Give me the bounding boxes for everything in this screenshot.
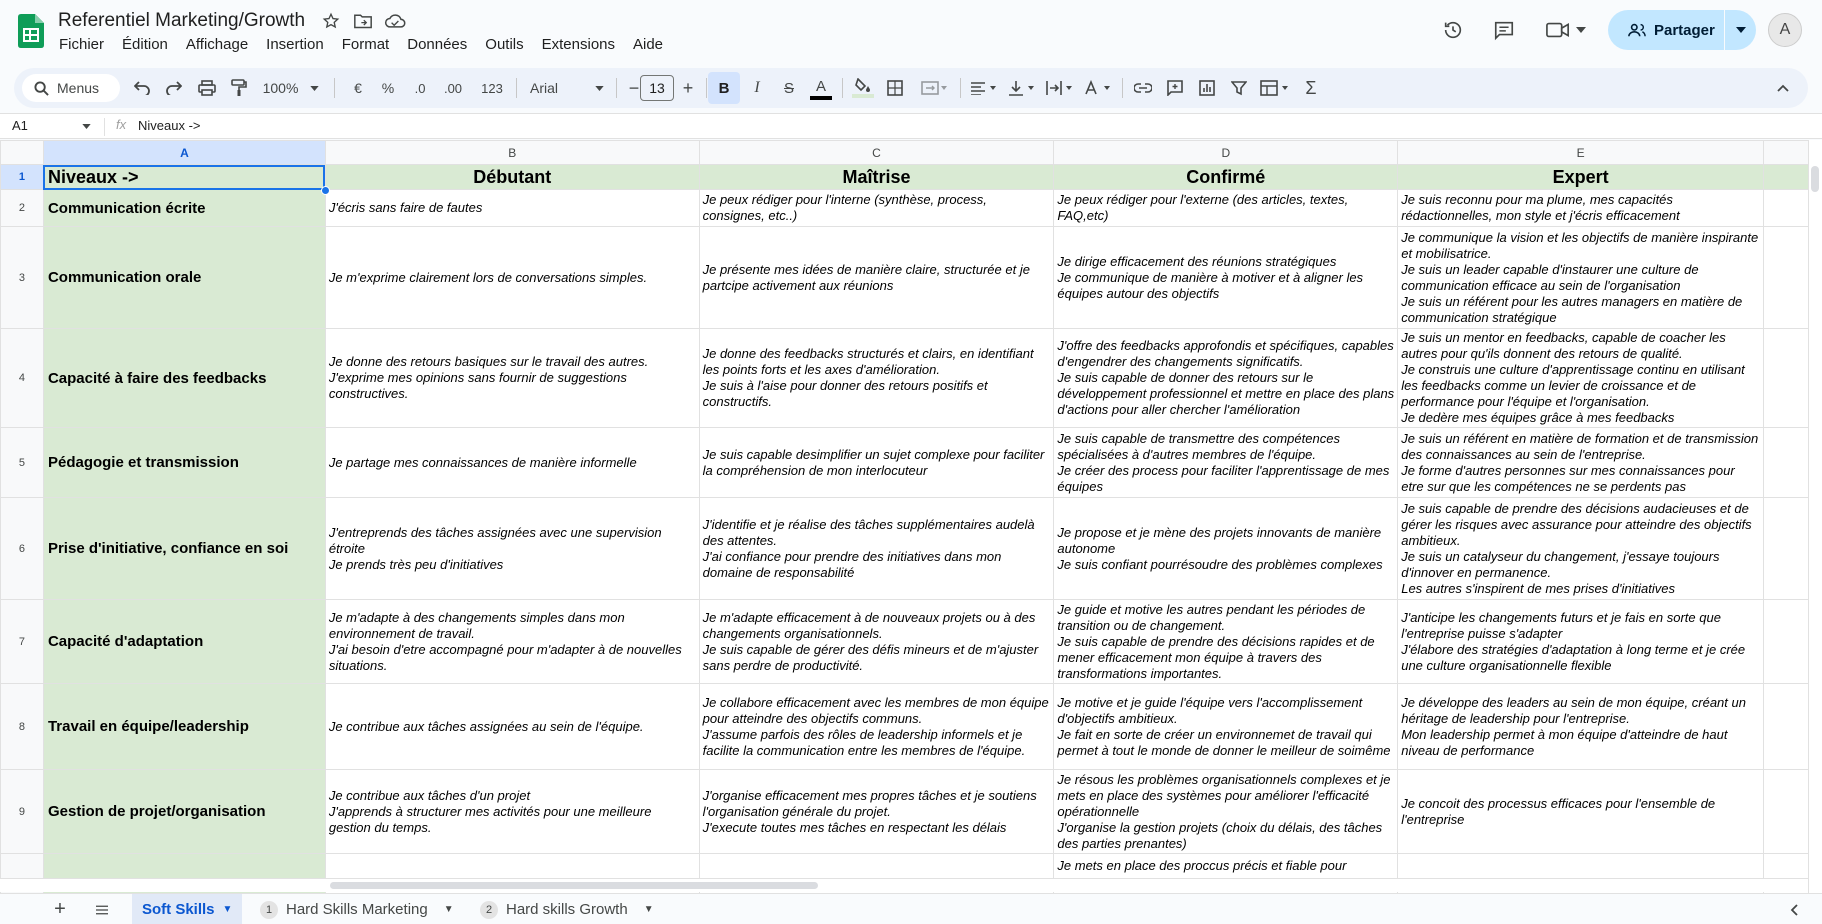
zoom-select[interactable]: [260, 68, 322, 108]
share-label: Partager: [1654, 21, 1715, 39]
table-cell[interactable]: J'identifie et je réalise des tâches supplémentaires audelà des attentes. J'ai confiance pour prendre des initiatives dans mon domaine de responsabilité: [699, 498, 1054, 600]
decrease-decimal-button[interactable]: .0: [414, 80, 426, 96]
fx-icon: fx: [116, 117, 127, 132]
all-sheets-icon[interactable]: [86, 894, 118, 924]
chevron-down-icon[interactable]: ▼: [443, 904, 454, 915]
filter-views-icon[interactable]: [1256, 68, 1294, 108]
table-cell[interactable]: Je motive et je guide l'équipe vers l'accomplissement d'objectifs ambitieux. Je fait en sorte de créer un environnemet de travail qui permet à tout le monde de donner le meilleur de soimême: [1054, 684, 1398, 770]
table-cell[interactable]: Je suis capable desimplifier un sujet complexe pour faciliter la compréhension de mon interlocuteur: [699, 428, 1054, 498]
menu-bar: [58, 36, 680, 56]
level-debutant[interactable]: Débutant: [325, 165, 699, 190]
menu-donnees[interactable]: Données: [407, 36, 468, 53]
explore-collapse-icon[interactable]: [1778, 894, 1810, 924]
table-cell[interactable]: Je suis un mentor en feedbacks, capable de coacher les autres pour qu'ils donnent des retours de qualité. Je construis une culture d'apprentissage continu en utilisant les feedbacks comme un levier de croissance et de performance pour l'équipe et l'organisation. Je dedère mes équipes grâce à mes feedbacks: [1398, 329, 1764, 428]
text-wrapping-icon[interactable]: [1042, 68, 1078, 108]
cells-table: [0, 140, 1822, 894]
row-header-8[interactable]: 8: [1, 684, 44, 770]
text-rotation-icon[interactable]: [1080, 68, 1116, 108]
chevron-down-icon[interactable]: [82, 124, 91, 129]
add-sheet-icon[interactable]: +: [54, 898, 66, 920]
chevron-down-icon[interactable]: ▼: [643, 904, 654, 915]
undo-icon[interactable]: [128, 68, 156, 108]
level-confirme[interactable]: Confirmé: [1054, 165, 1398, 190]
sheet-tab-label: Hard skills Growth: [506, 901, 628, 918]
table-cell[interactable]: Je m'exprime clairement lors de conversations simples.: [325, 227, 699, 329]
chevron-down-icon: [595, 86, 604, 91]
skill-cell[interactable]: Capacité d'adaptation: [43, 600, 325, 684]
toolbar-divider: [842, 78, 843, 98]
insert-comment-icon[interactable]: [1160, 68, 1190, 108]
meet-video-icon[interactable]: [1540, 14, 1592, 46]
sheet-tab-hard-skills-marketing[interactable]: [250, 894, 464, 924]
insert-chart-icon[interactable]: [1192, 68, 1222, 108]
row-header-4[interactable]: 4: [1, 329, 44, 428]
sheet-tab-badge: 1: [260, 901, 278, 919]
share-main[interactable]: [1608, 10, 1724, 50]
cloud-saved-icon[interactable]: [384, 10, 406, 32]
comments-icon[interactable]: [1486, 14, 1522, 46]
formula-input[interactable]: Niveaux ->: [138, 118, 201, 133]
share-button[interactable]: [1608, 10, 1756, 50]
row-header-2[interactable]: 2: [1, 190, 44, 227]
table-cell[interactable]: Je suis capable de transmettre des compétences spécialisées à d'autres membres de l'équipe. Je créer des process pour faciliter l'apprentissage de mes équipes: [1054, 428, 1398, 498]
search-icon: [34, 81, 49, 96]
menu-insertion[interactable]: Insertion: [266, 36, 324, 53]
horizontal-scrollbar[interactable]: [0, 878, 1808, 892]
skill-cell[interactable]: Prise d'initiative, confiance en soi: [43, 498, 325, 600]
chevron-down-icon: [310, 86, 319, 91]
table-cell[interactable]: Je contribue aux tâches assignées au sein de l'équipe.: [325, 684, 699, 770]
toolbar-divider: [616, 78, 617, 98]
people-icon: [1628, 22, 1646, 38]
skill-cell[interactable]: Communication écrite: [43, 190, 325, 227]
formula-bar: [0, 113, 1822, 139]
table-cell[interactable]: Je suis un référent en matière de formation et de transmission des connaissances au sein de l'entreprise. Je forme d'autres personnes sur mes connaissances pour etre sur que les compétences ne se perdents pas: [1398, 428, 1764, 498]
table-cell[interactable]: Je donne des retours basiques sur le travail des autres. J'exprime mes opinions sans fournir de suggestions constructives.: [325, 329, 699, 428]
row-header-5[interactable]: 5: [1, 428, 44, 498]
filter-icon[interactable]: [1224, 68, 1254, 108]
skill-cell[interactable]: Gestion de projet/organisation: [43, 770, 325, 854]
strikethrough-button[interactable]: S: [783, 79, 794, 97]
table-cell[interactable]: Je développe des leaders au sein de mon équipe, créant un héritage de leadership pour l'entreprise. Mon leadership permet à mon équipe d'atteindre de haut niveau de performance: [1398, 684, 1764, 770]
sheet-tab-hard-skills-growth[interactable]: [470, 894, 664, 924]
skill-cell[interactable]: Travail en équipe/leadership: [43, 684, 325, 770]
sheet-tab-label: Soft Skills: [142, 901, 215, 918]
vertical-scrollbar[interactable]: [1808, 140, 1822, 894]
history-icon[interactable]: [1435, 14, 1471, 46]
italic-button[interactable]: I: [754, 79, 760, 96]
skill-cell[interactable]: Communication orale: [43, 227, 325, 329]
print-icon[interactable]: [192, 68, 222, 108]
share-dropdown-icon[interactable]: [1725, 10, 1756, 50]
horizontal-scroll-thumb[interactable]: [330, 882, 818, 889]
row-header-9[interactable]: 9: [1, 770, 44, 854]
decrease-font-size-icon[interactable]: −: [628, 77, 640, 98]
horizontal-align-icon[interactable]: [966, 68, 1002, 108]
fill-color-icon[interactable]: [848, 68, 878, 108]
zoom-value: 100%: [262, 80, 299, 96]
column-header-e[interactable]: E: [1398, 141, 1764, 165]
font-family-select[interactable]: [518, 68, 610, 108]
collapse-toolbar-icon[interactable]: [1768, 68, 1798, 108]
text-color-swatch: [810, 96, 832, 100]
table-cell[interactable]: Je résous les problèmes organisationnels complexes et je mets en place des systèmes pour améliorer l'efficacité opérationnelle J'organise la gestion projets (choix du délais, des tâches des parties prenantes): [1054, 770, 1398, 854]
table-cell[interactable]: Je m'adapte à des changements simples dans mon environnement de travail. J'ai besoin d'etre accompagné pour m'adapter à de nouvelles situations.: [325, 600, 699, 684]
increase-font-size-icon[interactable]: +: [682, 77, 694, 98]
table-cell[interactable]: Je suis reconnu pour ma plume, mes capacités rédactionnelles, mon style et j'écris efficacement: [1398, 190, 1764, 227]
document-title[interactable]: Referentiel Marketing/Growth: [58, 10, 306, 31]
fill-color-swatch: [852, 94, 874, 98]
row-header-1[interactable]: 1: [1, 165, 44, 190]
move-folder-icon[interactable]: [352, 10, 374, 32]
table-cell[interactable]: Je suis capable de prendre des décisions audacieuses et de gérer les risques avec assurance pour atteindre des objectifs ambitieux. Je suis un catalyseur du changement, j'essaye toujours d'innover en permanence. Les autres s'inspirent de mes prises d'initiatives: [1398, 498, 1764, 600]
toolbar: [14, 68, 1808, 108]
menu-format[interactable]: Format: [341, 36, 390, 53]
text-color-glyph: A: [815, 77, 826, 95]
menu-extensions[interactable]: Extensions: [541, 36, 615, 53]
select-all-corner[interactable]: [1, 141, 44, 165]
column-header-c[interactable]: C: [699, 141, 1054, 165]
toolbar-divider: [960, 78, 961, 98]
star-icon[interactable]: [320, 10, 342, 32]
table-cell[interactable]: J'offre des feedbacks approfondis et spécifiques, capables d'engendrer des changements significatifs. Je suis capable de donner des retours sur le développement professionnel et mettre en place des plans d'actions pour aller chercher l'amélioration: [1054, 329, 1398, 428]
table-cell[interactable]: Je contribue aux tâches d'un projet J'apprends à structurer mes activités pour une meilleure gestion du temps.: [325, 770, 699, 854]
table-cell[interactable]: J'entreprends des tâches assignées avec une supervision étroite Je prends très peu d'initiatives: [325, 498, 699, 600]
toolbar-divider: [706, 78, 707, 98]
more-formats-button[interactable]: 123: [481, 80, 503, 96]
redo-icon[interactable]: [160, 68, 188, 108]
search-menus-button[interactable]: [22, 74, 120, 102]
borders-icon[interactable]: [880, 68, 910, 108]
sheet-tab-badge: 2: [480, 901, 498, 919]
chevron-down-icon[interactable]: ▼: [222, 904, 233, 915]
sheets-logo-icon[interactable]: [18, 14, 44, 48]
font-size-input[interactable]: 13: [640, 75, 674, 101]
table-cell[interactable]: Je peux rédiger pour l'externe (des articles, textes, FAQ,etc): [1054, 190, 1398, 227]
table-cell[interactable]: Je dirige efficacement des réunions stratégiques Je communique de manière à motiver et à aligner les équipes autour des objectifs: [1054, 227, 1398, 329]
vertical-scroll-thumb[interactable]: [1811, 166, 1819, 192]
search-menus-label: Menus: [57, 80, 100, 96]
table-cell[interactable]: Je partage mes connaissances de manière informelle: [325, 428, 699, 498]
table-cell[interactable]: Je collabore efficacement avec les membres de mon équipe pour atteindre des objectifs communs. J'assume parfois des rôles de leadership informels et je facilite la communication entre les membres de l'équipe.: [699, 684, 1054, 770]
table-cell[interactable]: Je concoit des processus efficaces pour l'ensemble de l'entreprise: [1398, 770, 1764, 854]
name-box[interactable]: A1: [12, 118, 28, 133]
font-family-value: Arial: [530, 80, 559, 96]
column-header-a[interactable]: A: [43, 141, 325, 165]
column-header-d[interactable]: D: [1054, 141, 1398, 165]
menu-fichier[interactable]: Fichier: [59, 36, 105, 53]
column-header-b[interactable]: B: [325, 141, 699, 165]
spreadsheet-grid[interactable]: [0, 140, 1822, 894]
text-color-button[interactable]: [806, 68, 836, 108]
row-header-3[interactable]: 3: [1, 227, 44, 329]
menu-edition[interactable]: Édition: [122, 36, 168, 53]
level-maitrise[interactable]: Maîtrise: [699, 165, 1054, 190]
table-cell[interactable]: Je peux rédiger pour l'interne (synthèse, process, consignes, etc..): [699, 190, 1054, 227]
menu-aide[interactable]: Aide: [633, 36, 664, 53]
avatar[interactable]: A: [1768, 13, 1802, 47]
sheet-tab-label: Hard Skills Marketing: [286, 901, 428, 918]
format-percent-button[interactable]: %: [381, 80, 395, 96]
skill-cell[interactable]: Pédagogie et transmission: [43, 428, 325, 498]
cell-a1-active[interactable]: Niveaux ->: [43, 165, 325, 190]
sheet-tab-bar: [0, 893, 1822, 924]
toolbar-divider: [1122, 78, 1123, 98]
increase-decimal-button[interactable]: .00: [443, 80, 463, 96]
insert-link-icon[interactable]: [1128, 68, 1158, 108]
table-cell[interactable]: J'organise efficacement mes propres tâches et je soutiens l'organisation générale du projet. J'execute toutes mes tâches en respectant les délais: [699, 770, 1054, 854]
table-cell[interactable]: J'écris sans faire de fautes: [325, 190, 699, 227]
vertical-align-icon[interactable]: [1004, 68, 1040, 108]
bold-button[interactable]: B: [708, 72, 740, 104]
table-cell[interactable]: Je mets en place des proccus précis et fiable pour: [1054, 854, 1398, 894]
toolbar-divider: [334, 78, 335, 98]
selection-handle[interactable]: [321, 186, 330, 195]
format-currency-button[interactable]: €: [354, 80, 362, 96]
table-cell[interactable]: Je présente mes idées de manière claire, structurée et je partcipe activement aux réunions: [699, 227, 1054, 329]
table-cell[interactable]: Je propose et je mène des projets innovants de manière autonome Je suis confiant pourrésoudre des problèmes complexes: [1054, 498, 1398, 600]
row-header-6[interactable]: 6: [1, 498, 44, 600]
menu-affichage[interactable]: Affichage: [185, 36, 249, 53]
formula-divider: [104, 118, 105, 136]
toolbar-divider: [516, 78, 517, 98]
menu-outils[interactable]: Outils: [485, 36, 524, 53]
table-cell[interactable]: Je guide et motive les autres pendant les périodes de transition ou de changement. Je suis capable de prendre des décisions rapides et de mener efficacement mon équipe à travers des transformations importantes.: [1054, 600, 1398, 684]
sheet-tab-soft-skills[interactable]: [132, 894, 242, 924]
paint-format-icon[interactable]: [224, 68, 254, 108]
level-expert[interactable]: Expert: [1398, 165, 1764, 190]
table-cell[interactable]: J'anticipe les changements futurs et je fais en sorte que l'entreprise puisse s'adapter J'élabore des stratégies d'adaptation à long terme et je crée une culture organisationnelle flexible: [1398, 600, 1764, 684]
table-cell[interactable]: Je m'adapte efficacement à de nouveaux projets ou à des changements organisationnels. Je suis capable de gérer des défis mineurs et de m'ajuster sans perdre de productivité.: [699, 600, 1054, 684]
merge-cells-icon[interactable]: [914, 68, 954, 108]
title-bar: [0, 0, 1822, 60]
functions-icon[interactable]: Σ: [1305, 77, 1317, 98]
skill-cell[interactable]: Capacité à faire des feedbacks: [43, 329, 325, 428]
table-cell[interactable]: Je donne des feedbacks structurés et clairs, en identifiant les points forts et les axes d'amélioration. Je suis à l'aise pour donner des retours positifs et constructifs.: [699, 329, 1054, 428]
row-header-7[interactable]: 7: [1, 600, 44, 684]
table-cell[interactable]: Je communique la vision et les objectifs de manière inspirante et mobilisatrice. Je suis un leader capable d'instaurer une culture de communication efficace au sein de l'organisation Je suis un référent pour les autres managers en matière de communication stratégique: [1398, 227, 1764, 329]
